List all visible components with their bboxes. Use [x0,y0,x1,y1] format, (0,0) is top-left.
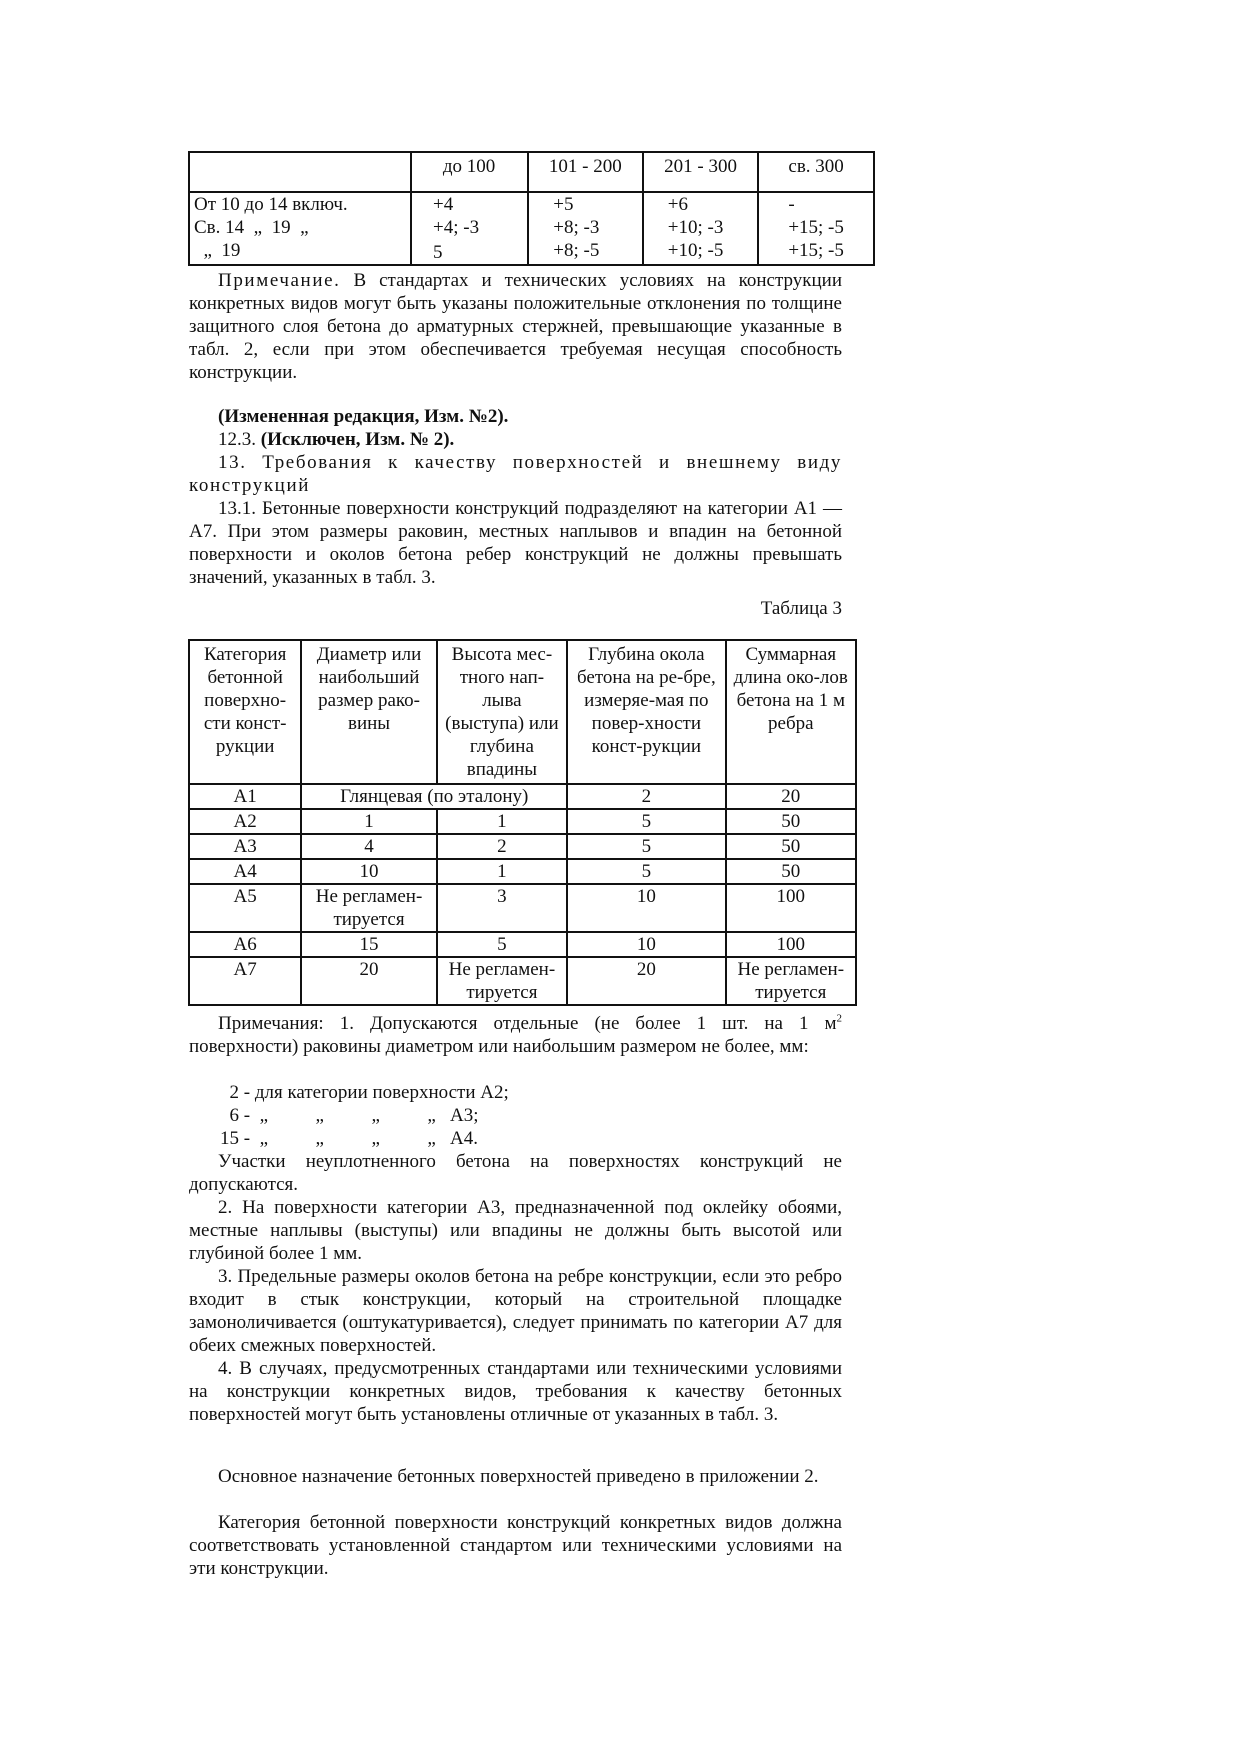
total-cell: 50 [726,859,856,884]
table-row [189,859,856,884]
note-1-tail: Участки неуплотненного бетона на поверхностях конструкций не допускаются. [189,1151,842,1195]
table-2-body-row [189,192,874,265]
diameter-cell: 4 [301,834,436,859]
table-2-cell: +5 [553,194,574,215]
merged-cell: Глянцевая (по эталону) [301,784,567,809]
table-2-col [411,192,528,265]
table-3-header-cell: Глубина окола бетона на ре-бре, измеряе-мая по повер-хности конст-рукции [567,640,725,784]
table-row [189,784,856,809]
item-13-1: 13.1. Бетонные поверхности конструкций подразделяют на категории А1 — А7. При этом размеры раковин, местных наплывов и впадин на бетонной поверхности и околов бетона ребер конструкций не должны превышать значений, указанных в табл. 3. [189,498,842,588]
list-item: 6 - „ „ „ „ А3; [220,1105,479,1126]
table-row [189,809,856,834]
category-cell: А3 [189,834,301,859]
table-2-cell: +10; -5 [667,240,724,261]
table-2 [188,151,875,266]
category-cell: А1 [189,784,301,809]
note-text: В стандартах и технических условиях на конструкции конкретных видов могут быть указаны положительные отклонения по толщине защитного слоя бетона до арматурных стержней, превышающие указанные в табл. 2, если при этом обеспечивается требуемая несущая способность конструкции. [189,270,842,383]
table-3-header-cell: Категория бетонной поверхно-сти конст-рукции [189,640,301,784]
table-row [189,957,856,1005]
table-2-cell: +4; -3 [433,217,480,238]
table-row [189,834,856,859]
table-2-thickness-column [189,192,411,265]
table-3-title: Таблица 3 [760,598,842,619]
note-4: 4. В случаях, предусмотренных стандартами или техническими условиями на конструкции конкретных видов, требования к качеству бетонных поверхностей могут быть установлены отличные от указанных в табл. 3. [189,1358,842,1425]
paragraph-purpose: Основное назначение бетонных поверхностей приведено в приложении 2. [218,1466,819,1487]
table-2-cell: +8; -5 [553,240,600,261]
depth-cell: 20 [567,957,725,1005]
table-2-cell: - [788,194,795,215]
depth-cell: 5 [567,809,725,834]
list-item: 2 - для категории поверхности А2; [220,1082,509,1103]
superscript: 2 [836,1012,842,1025]
note-label: Примечание. [218,270,341,291]
table-3-header-cell: Диаметр или наибольший размер рако-вины [301,640,436,784]
total-cell: 100 [726,884,856,932]
diameter-cell: 10 [301,859,436,884]
category-cell: А4 [189,859,301,884]
table-2-cell: 5 [433,242,443,263]
total-cell: 50 [726,834,856,859]
depth-cell: 2 [567,784,725,809]
table-2-cell: +15; -5 [788,217,844,238]
total-cell: 100 [726,932,856,957]
table-row [189,884,856,932]
table-3-header [189,640,856,784]
table-2-cell: +6 [667,194,688,215]
height-cell: Не регламен-тируется [437,957,567,1005]
height-cell: 5 [437,932,567,957]
table-2-header-cell [189,152,411,192]
depth-cell: 5 [567,859,725,884]
diameter-cell: 1 [301,809,436,834]
height-cell: 1 [437,859,567,884]
note-2: 2. На поверхности категории А3, предназначенной под оклейку обоями, местные наплывы (выступы) или впадины не должны быть высотой или глубиной более 1 мм. [189,1197,842,1264]
item-12-3-number: 12.3. [218,429,261,450]
table-2-cell: +4 [433,194,454,215]
diameter-cell: 20 [301,957,436,1005]
diameter-cell: Не регламен-тируется [301,884,436,932]
depth-cell: 10 [567,932,725,957]
table-2-col [758,192,874,265]
table-2-col [643,192,758,265]
table-2-header-cell: 101 - 200 [528,152,643,192]
table-2-col [528,192,643,265]
total-cell: 50 [726,809,856,834]
table-2-cell: Св. 14 „ 19 „ [194,217,309,238]
category-cell: А2 [189,809,301,834]
table-2-header-cell: св. 300 [758,152,874,192]
table-2-header-cell: 201 - 300 [643,152,758,192]
total-cell: 20 [726,784,856,809]
amendment-text: (Измененная редакция, Изм. №2). [218,406,509,427]
notes-intro-text: поверхности) раковины диаметром или наибольшим размером не более, мм: [189,1036,809,1057]
depth-cell: 5 [567,834,725,859]
table-2-cell: От 10 до 14 включ. [194,194,348,215]
table-2-cell: „ 19 [194,240,241,261]
category-cell: А7 [189,957,301,1005]
note-3: 3. Предельные размеры околов бетона на ребре конструкции, если это ребро входит в стык конструкции, который на строительной площадке замоноличивается (оштукатуривается), следует принимать по категории А7 для обеих смежных поверхностей. [189,1266,842,1356]
table-3-header-cell: Высота мес-тного нап-лыва (выступа) или глубина впадины [437,640,567,784]
height-cell: 3 [437,884,567,932]
table-2-header-cell: до 100 [411,152,528,192]
amendment-note [189,405,842,428]
table-2-header [189,152,874,192]
total-cell: Не регламен-тируется [726,957,856,1005]
table-3-header-cell: Суммарная длина око-лов бетона на 1 м ребра [726,640,856,784]
section-13-heading: 13. Требования к качеству поверхностей и внешнему виду конструкций [189,452,842,496]
table-3 [188,639,857,1006]
item-12-3 [189,428,842,451]
notes-intro-text: Примечания: 1. Допускаются отдельные (не более 1 шт. на 1 м [218,1013,837,1034]
list-item: 15 - „ „ „ „ А4. [220,1128,479,1149]
height-cell: 1 [437,809,567,834]
table-row [189,932,856,957]
table-2-cell: +15; -5 [788,240,844,261]
paragraph-category: Категория бетонной поверхности конструкций конкретных видов должна соответствовать установленной стандартом или техническими условиями на эти конструкции. [189,1512,842,1579]
table-2-cell: +10; -3 [667,217,724,238]
category-cell: А6 [189,932,301,957]
height-cell: 2 [437,834,567,859]
notes-table-3-intro [189,1012,842,1058]
diameter-cell: 15 [301,932,436,957]
item-12-3-text: (Исключен, Изм. № 2). [260,429,455,450]
table-2-cell: +8; -3 [553,217,600,238]
note-table-2 [189,269,842,384]
category-cell: А5 [189,884,301,932]
depth-cell: 10 [567,884,725,932]
